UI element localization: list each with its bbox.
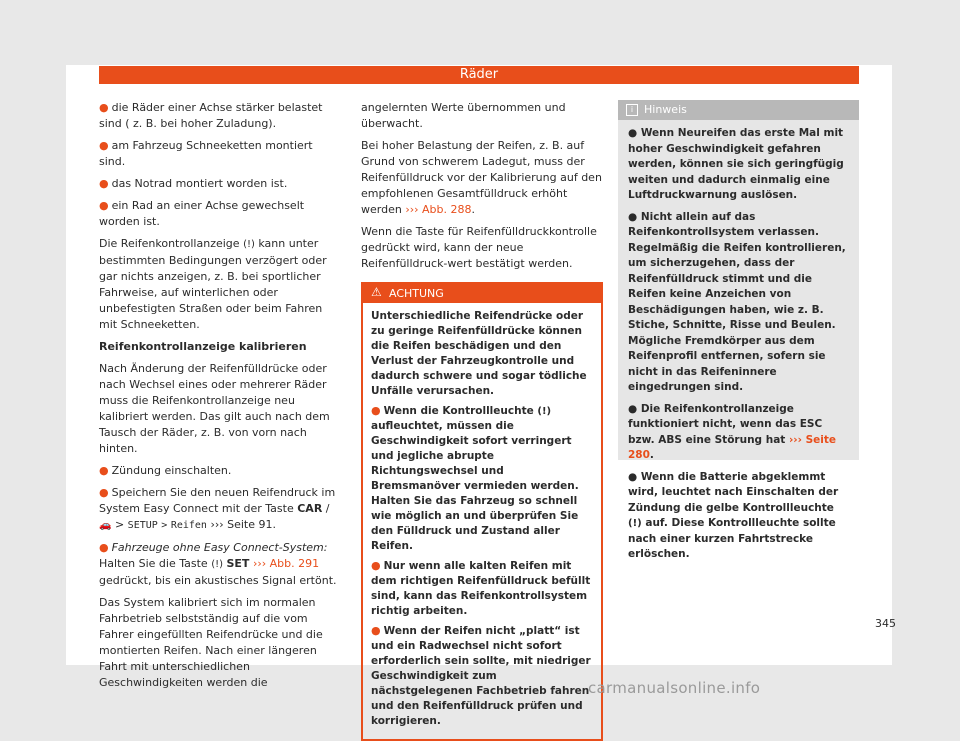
hint-body xyxy=(618,120,859,577)
bullet-icon: ● xyxy=(99,177,109,190)
figure-reference[interactable]: ››› Abb. 291 xyxy=(252,557,320,570)
list-item: ● am Fahrzeug Schneeketten montiert sind. xyxy=(99,139,313,168)
list-item: ● Zündung einschalten. xyxy=(99,464,232,477)
bullet-icon: ● xyxy=(628,402,641,415)
tire-pressure-icon: (!) xyxy=(243,239,255,250)
hint-box xyxy=(618,100,859,560)
hint-title: Hinweis xyxy=(644,103,687,116)
tire-pressure-icon: (!) xyxy=(537,406,552,417)
warning-triangle-icon: ⚠ xyxy=(371,285,382,299)
paragraph: Das System kalibriert sich im normalen Fahrbetrieb selbstständig auf die vom Fahrer eingefüllten Reifendrücke und die montierten Reifen. Nach einer längeren Fahrt mit unterschiedlichen Geschwindigkeiten werden die xyxy=(99,596,323,689)
bullet-icon: ● xyxy=(99,464,109,477)
list-item: ● Wenn Neureifen das erste Mal mit hoher Geschwindigkeit gefahren werden, können sie sich geringfügig weiten und dadurch einmalig eine Luftdruckwarnung auslösen. xyxy=(628,127,844,201)
setup-key: SETUP xyxy=(127,520,158,531)
page-number: 345 xyxy=(875,617,896,630)
column-middle xyxy=(361,100,603,741)
watermark: carmanualsonline.info xyxy=(588,679,761,697)
section-title: Räder xyxy=(459,67,499,82)
car-key: CAR xyxy=(297,502,323,515)
reifen-key: Reifen xyxy=(170,520,207,531)
bullet-icon: ● xyxy=(628,210,641,223)
hint-header xyxy=(618,100,859,120)
bullet-icon: ● xyxy=(628,127,641,139)
list-item: ● die Räder einer Achse stärker belastet sind ( z. B. bei hoher Zuladung). xyxy=(99,101,323,130)
tire-pressure-icon: (!) xyxy=(628,518,642,529)
warning-box xyxy=(361,282,603,741)
bullet-icon: ● xyxy=(99,486,109,499)
bullet-icon: ● xyxy=(371,559,381,572)
list-item: ● Nur wenn alle kalten Reifen mit dem richtigen Reifenfülldruck befüllt sind, kann das Reifenkontrollsystem richtig arbeiten. xyxy=(371,559,591,617)
list-item: ● Wenn der Reifen nicht „platt“ ist und ein Radwechsel nicht sofort erforderlich sein sollte, mit niedriger Geschwindigkeit zum nächstgelegenen Fachbetrieb fahren und den Reifenfülldruck prüfen und korrigieren. xyxy=(371,624,591,727)
column-left xyxy=(99,100,339,697)
list-item: ● Fahrzeuge ohne Easy Connect-System: Halten Sie die Taste (!) SET ››› Abb. 291 gedrückt, bis ein akustisches Signal ertönt. xyxy=(99,541,337,587)
paragraph: Wenn die Taste für Reifenfülldruckkontrolle gedrückt wird, kann der neue Reifenfülldruck-wert bestätigt werden. xyxy=(361,225,597,270)
paragraph: Nach Änderung der Reifenfülldrücke oder nach Wechsel eines oder mehrerer Räder muss die Reifenkontrollanzeige neu kalibriert werden. Das gilt auch nach dem Tausch der Räder, z. B. von vorn nach hinten. xyxy=(99,362,330,455)
warning-intro: Unterschiedliche Reifendrücke oder zu geringe Reifenfülldrücke können die Reifen beschädigen und den Verlust der Fahrzeugkontrolle und dadurch schwere und sogar tödliche Unfälle verursachen. xyxy=(371,310,587,397)
list-item: ● Wenn die Batterie abgeklemmt wird, leuchtet nach Einschalten der Zündung die gelbe Kontrollleuchte (!) auf. Diese Kontrollleuchte sollte nach einer kurzen Fahrtstrecke erlöschen. xyxy=(628,470,839,560)
page-reference[interactable]: ››› Seite 280 xyxy=(628,433,837,461)
list-item: ● Nicht allein auf das Reifenkontrollsystem verlassen. Regelmäßig die Reifen kontrollieren, um sicherzugehen, dass der Reifenfülldruck stimmt und die Reifen keine Anzeichen von Beschädigungen haben, wie z. B. Stiche, Schnitte, Risse und Beulen. Mögliche Fremdkörper aus dem Reifenprofil entfernen, sofern sie nicht in das Reifeninnere eingedrungen sind. xyxy=(628,210,846,393)
paragraph: Bei hoher Belastung der Reifen, z. B. auf Grund von schwerem Ladegut, muss der Reifenfülldruck vor der Kalibrierung auf den empfohlenen Gesamtfülldruck erhöht werden ››› Abb. 288. xyxy=(361,139,602,216)
bullet-icon: ● xyxy=(371,404,381,417)
car-menu-icon: 🚗 xyxy=(99,520,112,531)
warning-header xyxy=(363,284,601,303)
list-item: ● Wenn die Kontrollleuchte (!) aufleuchtet, müssen die Geschwindigkeit sofort verringert und jegliche abrupte Richtungswechsel und Bremsmanöver vermieden werden. Halten Sie das Fahrzeug so schnell wie möglich an und überprüfen Sie den Fülldruck und Zustand aller Reifen. xyxy=(371,404,579,552)
section-header xyxy=(99,66,859,84)
paragraph: angelernten Werte übernommen und überwacht. xyxy=(361,101,566,130)
bullet-icon: ● xyxy=(371,624,381,637)
bullet-icon: ● xyxy=(628,470,641,483)
warning-title: ACHTUNG xyxy=(389,287,444,300)
bullet-icon: ● xyxy=(99,139,109,152)
bullet-icon: ● xyxy=(99,101,109,114)
column-right xyxy=(618,100,859,560)
set-key: SET xyxy=(226,557,250,570)
list-item: ● das Notrad montiert worden ist. xyxy=(99,177,288,190)
page-reference[interactable]: ››› Seite 91 xyxy=(210,518,273,531)
list-item: ● Speichern Sie den neuen Reifendruck im System Easy Connect mit der Taste CAR / 🚗 > SETUP > Reifen ››› Seite 91. xyxy=(99,485,339,534)
bullet-icon: ● xyxy=(99,199,109,212)
tire-pressure-icon: (!) xyxy=(211,559,223,570)
list-item: ● ein Rad an einer Achse gewechselt worden ist. xyxy=(99,199,305,228)
warning-body xyxy=(363,303,601,739)
info-icon: i xyxy=(626,104,638,116)
figure-reference[interactable]: ››› Abb. 288 xyxy=(405,203,472,216)
bullet-icon: ● xyxy=(99,541,109,554)
subheading: Reifenkontrollanzeige kalibrieren xyxy=(99,340,307,353)
paragraph: Die Reifenkontrollanzeige (!) kann unter bestimmten Bedingungen verzögert oder gar nichts anzeigen, z. B. bei sportlicher Fahrweise, auf winterlichen oder unbefestigten Straßen oder beim Fahren mit Schneeketten. xyxy=(99,237,327,331)
list-item: ● Die Reifenkontrollanzeige funktioniert nicht, wenn das ESC bzw. ABS eine Störung hat ››› Seite 280. xyxy=(628,402,837,461)
